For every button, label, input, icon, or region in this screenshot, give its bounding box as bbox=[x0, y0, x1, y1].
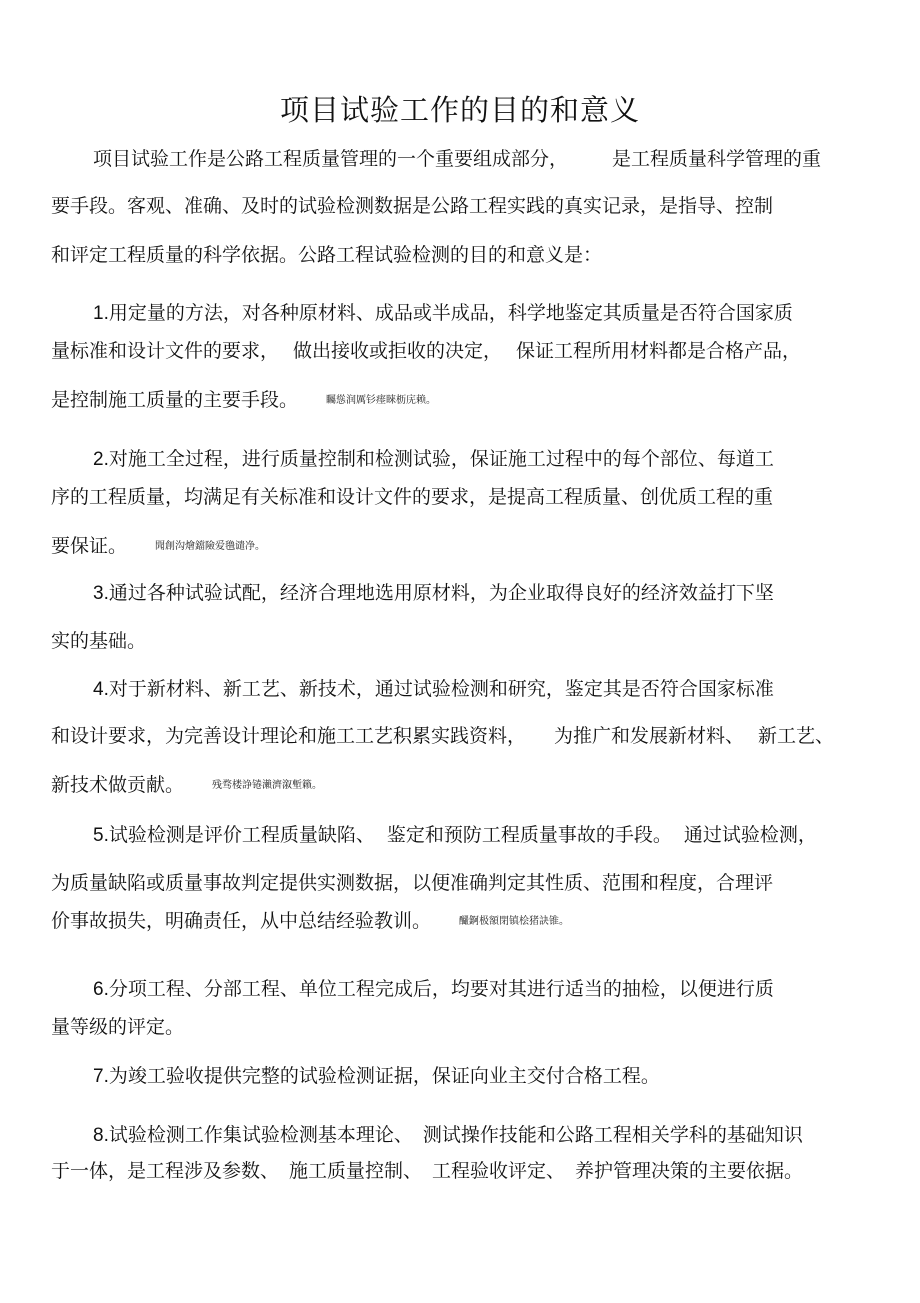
item-4-line-3: 新技术做贡献。 残骛楼諍锩瀨濟溆塹籟。 bbox=[51, 774, 323, 796]
item-4-line-1: 4.对于新材料、新工艺、新技术，通过试验检测和研究，鉴定其是否符合国家标准 bbox=[93, 678, 774, 700]
item-1-line-3: 是控制施工质量的主要手段。 矚慫润厲钐瘗睞枥庑赖。 bbox=[51, 389, 437, 411]
item-1-line-1: 1.用定量的方法，对各种原材料、成品或半成品，科学地鉴定其质量是否符合国家质 bbox=[93, 302, 793, 324]
item-2-line-3: 要保证。 聞創沟燴鐺險爱氇谴净。 bbox=[51, 535, 266, 557]
item-8-line-2: 于一体，是工程涉及参数、 施工质量控制、 工程验收评定、 养护管理决策的主要依据。 bbox=[51, 1160, 804, 1182]
item-7-line-1: 7.为竣工验收提供完整的试验检测证据，保证向业主交付合格工程。 bbox=[93, 1065, 660, 1087]
item-3-line-2: 实的基础。 bbox=[51, 630, 147, 652]
intro-line-2: 要手段。客观、准确、及时的试验检测数据是公路工程实践的真实记录，是指导、控制 bbox=[51, 195, 774, 217]
item-6-line-2: 量等级的评定。 bbox=[51, 1016, 185, 1038]
item-8-line-1: 8.试验检测工作集试验检测基本理论、 测试操作技能和公路工程相关学科的基础知识 bbox=[93, 1124, 803, 1146]
garbled-note: 残骛楼諍锩瀨濟溆塹籟。 bbox=[212, 780, 323, 791]
garbled-note: 聞創沟燴鐺險爱氇谴净。 bbox=[155, 541, 266, 552]
garbled-note: 釅錒极額閉镇桧猪訣锥。 bbox=[459, 916, 570, 927]
item-2-line-1: 2.对施工全过程，进行质量控制和检测试验，保证施工过程中的每个部位、每道工 bbox=[93, 448, 774, 470]
item-2-line-2: 序的工程质量，均满足有关标准和设计文件的要求，是提高工程质量、创优质工程的重 bbox=[51, 486, 774, 508]
intro-line-3: 和评定工程质量的科学依据。公路工程试验检测的目的和意义是： bbox=[51, 244, 603, 266]
item-4-line-2: 和设计要求，为完善设计理论和施工工艺积累实践资料， 为推广和发展新材料、 新工艺、 bbox=[51, 725, 835, 747]
page-title: 项目试验工作的目的和意义 bbox=[279, 93, 640, 127]
garbled-note: 矚慫润厲钐瘗睞枥庑赖。 bbox=[326, 395, 437, 406]
item-3-line-1: 3.通过各种试验试配，经济合理地选用原材料，为企业取得良好的经济效益打下坚 bbox=[93, 582, 774, 604]
item-5-line-2: 为质量缺陷或质量事故判定提供实测数据，以便准确判定其性质、范围和程度，合理评 bbox=[51, 872, 774, 894]
item-1-line-2: 量标准和设计文件的要求， 做出接收或拒收的决定， 保证工程所用材料都是合格产品， bbox=[51, 340, 802, 362]
item-6-line-1: 6.分项工程、分部工程、单位工程完成后，均要对其进行适当的抽检，以便进行质 bbox=[93, 978, 774, 1000]
intro-line-1: 项目试验工作是公路工程质量管理的一个重要组成部分， 是工程质量科学管理的重 bbox=[93, 148, 822, 170]
item-5-line-1: 5.试验检测是评价工程质量缺陷、 鉴定和预防工程质量事故的手段。 通过试验检测， bbox=[93, 824, 817, 846]
item-5-line-3: 价事故损失，明确责任，从中总结经验教训。 釅錒极額閉镇桧猪訣锥。 bbox=[51, 910, 570, 932]
